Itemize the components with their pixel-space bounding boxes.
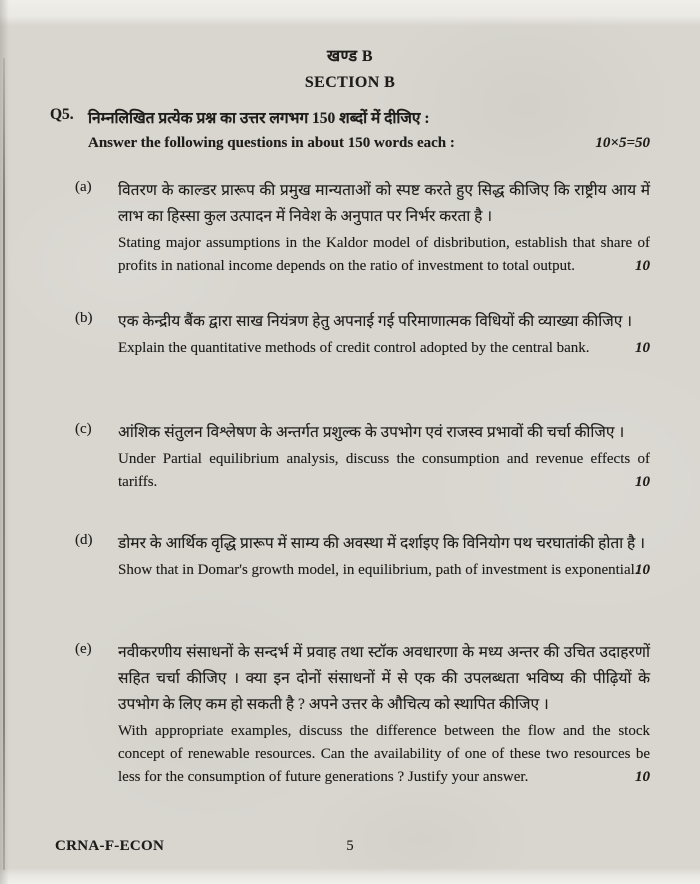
- question-e-body: [118, 640, 650, 789]
- question-e-label: (e): [75, 641, 92, 657]
- page-footer: [50, 838, 650, 860]
- question-b-body: [118, 309, 650, 360]
- question-5-instruction-row: [88, 135, 650, 152]
- question-e-text-english: [118, 720, 650, 789]
- question-e-text-hindi: नवीकरणीय संसाधनों के सन्दर्भ में प्रवाह तथा स्टॉक अवधारणा के मध्य अन्तर की उचित उदाहरणों सहित चर्चा कीजिए । क्या इन दोनों संसाधनों में से एक की उपलब्धता भविष्य की पीढ़ियों के उपभोग के लिए कम हो सकती है ? अपने उत्तर के औचित्य को स्थापित कीजिए ।: [118, 644, 650, 713]
- question-5-header: [50, 106, 650, 152]
- question-c-marks: 10: [635, 474, 650, 490]
- question-d-text-english: [118, 559, 650, 582]
- scan-left-edge-line: [3, 58, 5, 870]
- question-d-label: (d): [75, 532, 93, 548]
- question-e: [75, 640, 650, 789]
- section-heading-hindi: खण्ड B: [327, 48, 373, 65]
- question-b-label: (b): [75, 310, 93, 326]
- paper-code: CRNA-F-ECON: [55, 838, 165, 854]
- question-d: [75, 531, 650, 582]
- question-c-body: [118, 420, 650, 494]
- question-a-text-english: [118, 232, 650, 278]
- question-a-english-text: Stating major assumptions in the Kaldor model of disbribution, establish that share of profits in national income depends on the ratio of investment to total output.: [118, 235, 650, 274]
- question-e-marks: 10: [635, 769, 650, 785]
- question-b-english-text: Explain the quantitative methods of credit control adopted by the central bank.: [118, 340, 590, 356]
- question-b-text-english: [118, 337, 650, 360]
- question-a-marks: 10: [635, 258, 650, 274]
- question-5-instruction-hindi: निम्नलिखित प्रत्येक प्रश्न का उत्तर लगभग 150 शब्दों में दीजिए :: [88, 110, 430, 127]
- question-a: [75, 178, 650, 278]
- question-b-marks: 10: [635, 340, 650, 356]
- question-d-text-hindi: डोमर के आर्थिक वृद्धि प्रारूप में साम्य की अवस्था में दर्शाइए कि विनियोग पथ चरघातांकी होता है ।: [118, 535, 646, 552]
- question-c-text-hindi: आंशिक संतुलन विश्लेषण के अन्तर्गत प्रशुल्क के उपभोग एवं राजस्व प्रभावों की चर्चा कीजिए ।: [118, 424, 625, 441]
- page-content: [50, 0, 650, 884]
- question-5-number: Q5.: [50, 106, 74, 123]
- question-d-body: [118, 531, 650, 582]
- question-5-instruction-english: Answer the following questions in about 150 words each :: [88, 135, 455, 151]
- question-d-english-text: Show that in Domar's growth model, in equilibrium, path of investment is exponential.: [118, 562, 639, 578]
- question-c-label: (c): [75, 421, 92, 437]
- section-heading-english: SECTION B: [304, 74, 396, 91]
- question-c-english-text: Under Partial equilibrium analysis, discuss the consumption and revenue effects of tariffs.: [118, 451, 650, 490]
- question-b-text-hindi: एक केन्द्रीय बैंक द्वारा साख नियंत्रण हेतु अपनाई गई परिमाणात्मक विधियों की व्याख्या कीजिए ।: [118, 313, 633, 330]
- question-b: [75, 309, 650, 360]
- question-d-marks: 10: [635, 562, 650, 578]
- page-number: 5: [346, 838, 354, 854]
- question-c: [75, 420, 650, 494]
- question-a-body: [118, 178, 650, 278]
- question-a-text-hindi: वितरण के काल्डर प्रारूप की प्रमुख मान्यताओं को स्पष्ट करते हुए सिद्ध कीजिए कि राष्ट्रीय आय में लाभ का हिस्सा कुल उत्पादन में निवेश के अनुपात पर निर्भर करता है ।: [118, 182, 650, 225]
- question-c-text-english: [118, 448, 650, 494]
- question-5-marks-scheme: 10×5=50: [595, 135, 650, 151]
- question-e-english-text: With appropriate examples, discuss the difference between the flow and the stock concept of renewable resources. Can the availability of one of these two resources be less for the consumption of future generations ? Justify your answer.: [118, 723, 650, 785]
- question-a-label: (a): [75, 179, 92, 195]
